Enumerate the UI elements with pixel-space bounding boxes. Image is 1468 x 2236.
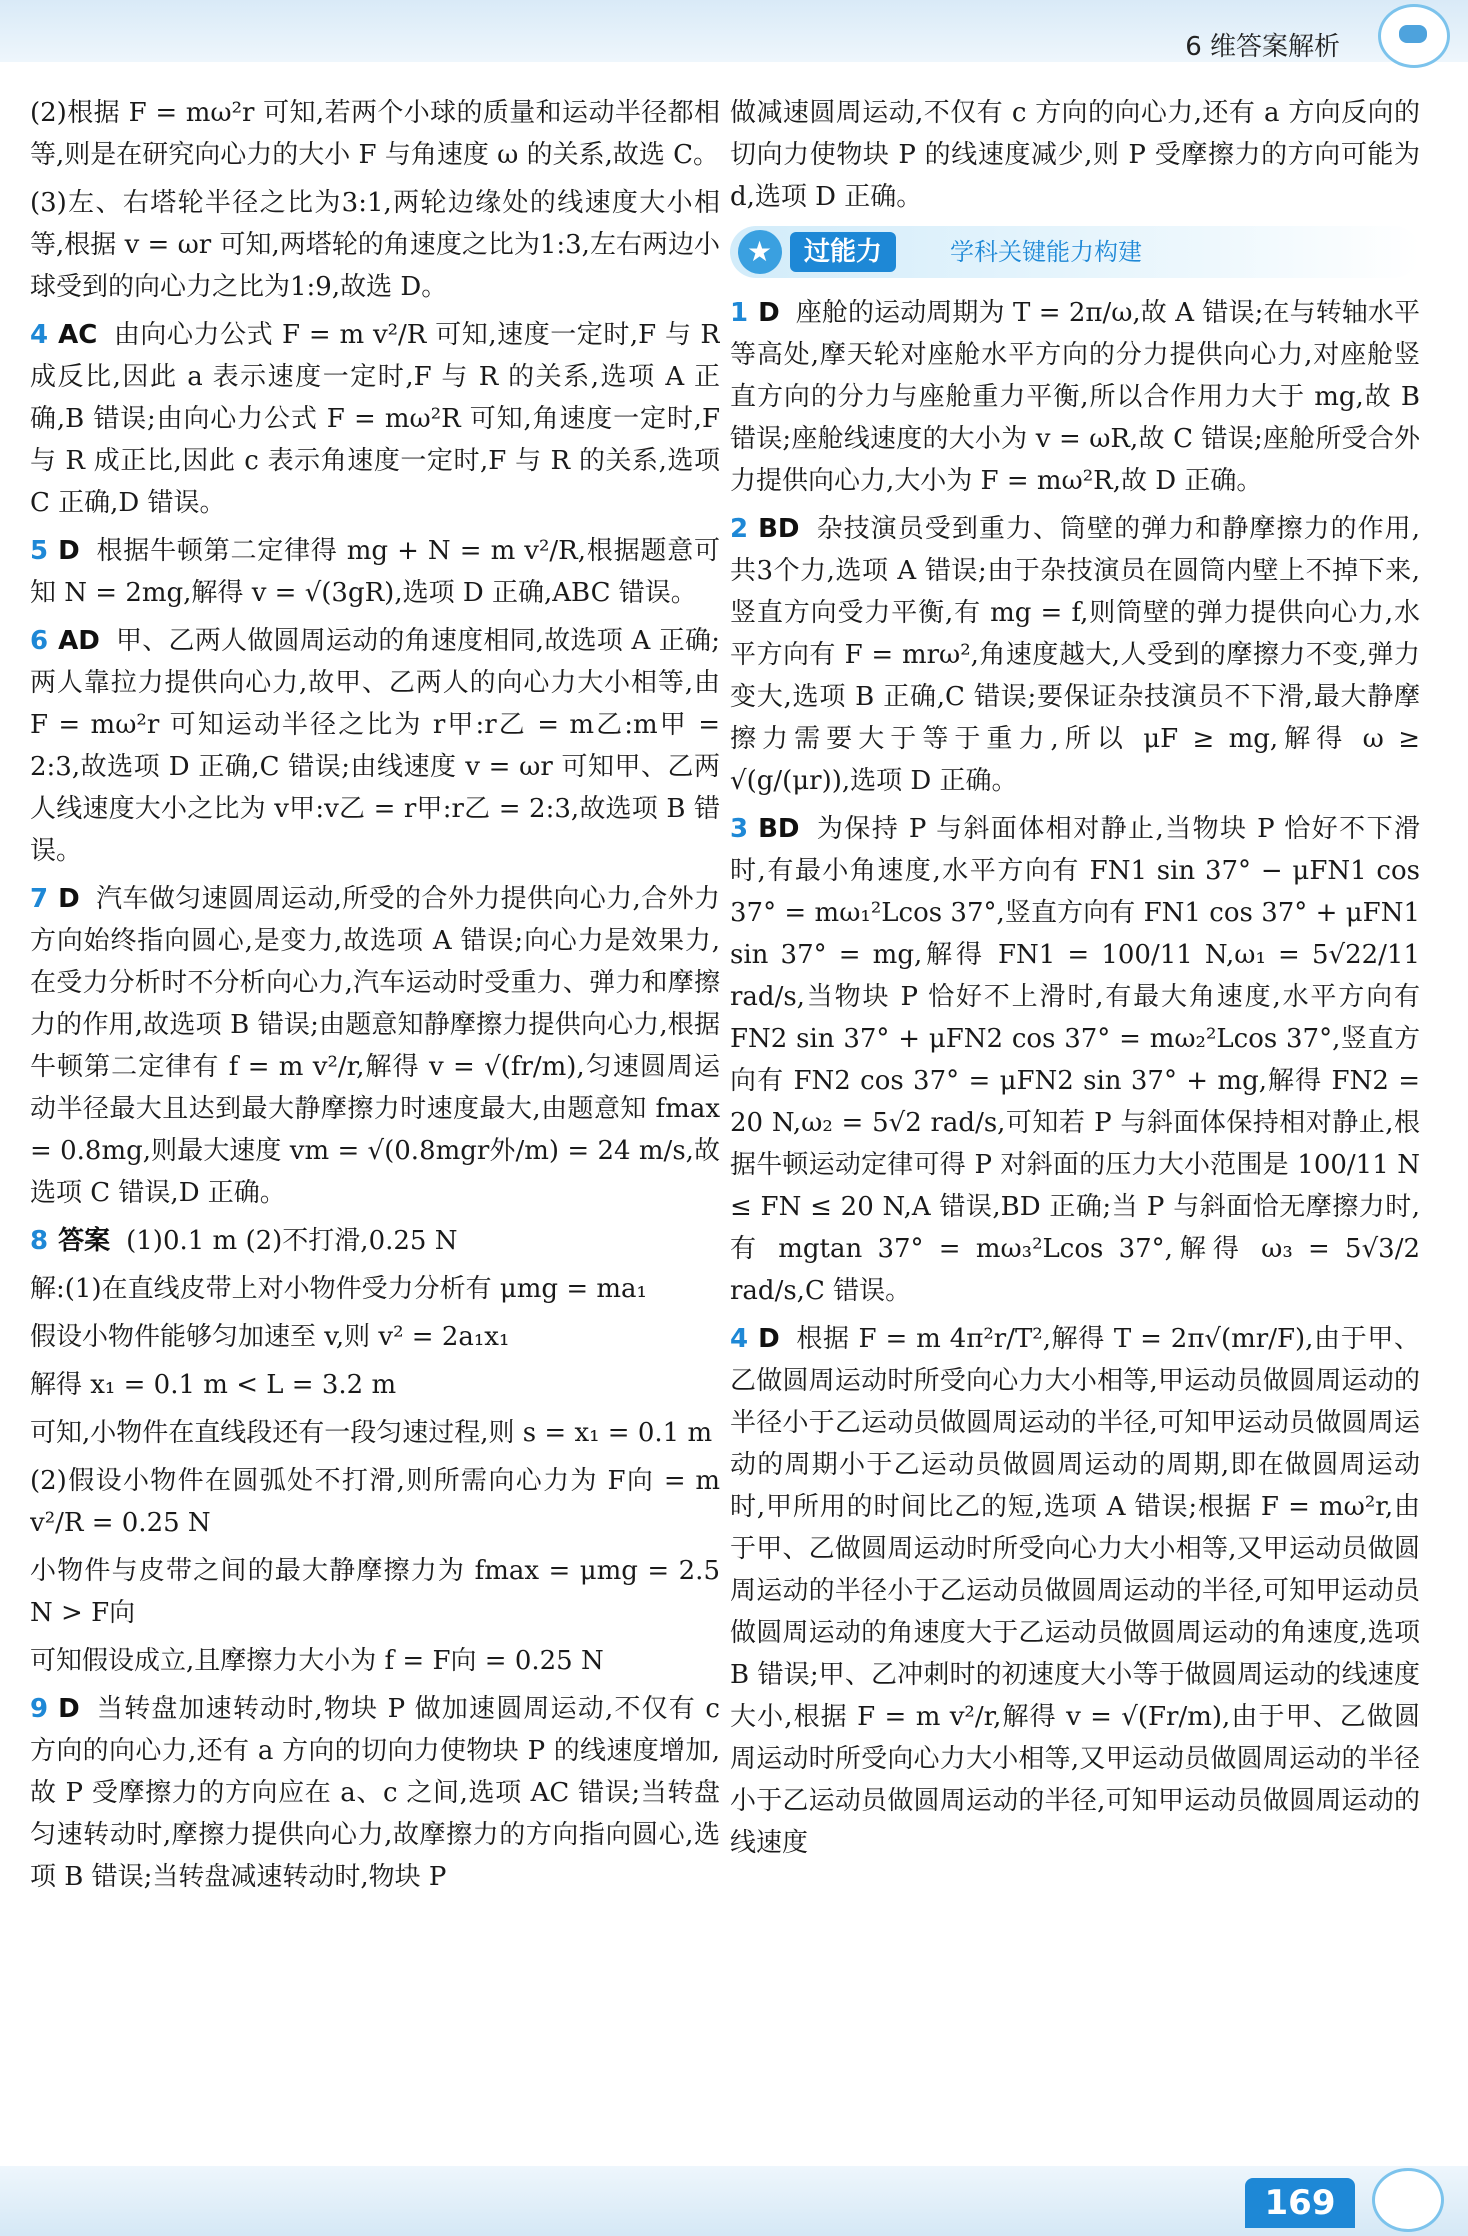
answer-paragraph [30, 1316, 720, 1358]
question-number: 1 [730, 298, 749, 328]
mascot-icon [1372, 2168, 1444, 2232]
right-column [730, 92, 1420, 2142]
right-answer-list [730, 292, 1420, 1864]
explanation-text: 由向心力公式 F = m v²/R 可知,速度一定时,F 与 R 成反比,因此 a 表示速度一定时,F 与 R 的关系,选项 A 正确,B 错误;由向心力公式 F = mω²R 可知,角速度一定时,F 与 R 成正比,因此 c 表示角速度一定时,F 与 R 的关系,选项 C 正确,D 错误。 [30, 320, 720, 518]
explanation-text: 当转盘加速转动时,物块 P 做加速圆周运动,不仅有 c 方向的向心力,还有 a 方向的切向力使物块 P 的线速度增加,故 P 受摩擦力的方向应在 a、c 之间,选项 AC 错误;当转盘匀速转动时,摩擦力提供向心力,故摩擦力的方向指向圆心,选项 B 错误;当转盘减速转动时,物块 P [30, 1694, 720, 1892]
answer-choice: AD [58, 626, 100, 656]
answer-choice: 答案 [58, 1226, 111, 1256]
page-number-box [1245, 2178, 1355, 2228]
explanation-text: 小物件与皮带之间的最大静摩擦力为 fmax = μmg = 2.5 N > F向 [30, 1556, 720, 1628]
answer-paragraph [30, 1412, 720, 1454]
answer-paragraph [30, 92, 720, 176]
section-subtitle: 学科关键能力构建 [950, 238, 1142, 266]
answer-choice: AC [58, 320, 98, 350]
explanation-text: 杂技演员受到重力、筒壁的弹力和静摩擦力的作用,共3个力,选项 A 错误;由于杂技演员在圆筒内壁上不掉下来,竖直方向受力平衡,有 mg = f,则筒壁的弹力提供向心力,水平方向有 F = mrω²,角速度越大,人受到的摩擦力不变,弹力变大,选项 B 正确,C 错误;要保证杂技演员不下滑,最大静摩擦力需要大于等于重力,所以 μF ≥ mg,解得 ω ≥ √(g/(μr)),选项 D 正确。 [730, 514, 1420, 796]
section-banner [730, 226, 1420, 278]
answer-choice: D [758, 1324, 780, 1354]
page-number: 169 [1264, 2183, 1336, 2223]
explanation-text: 解:(1)在直线皮带上对小物件受力分析有 μmg = ma₁ [30, 1274, 647, 1304]
mascot-icon [1378, 4, 1450, 68]
answer-paragraph [30, 1640, 720, 1682]
answer-choice: D [58, 536, 80, 566]
question-number: 5 [30, 536, 49, 566]
answer-paragraph [30, 1364, 720, 1406]
left-answer-list [30, 92, 720, 1898]
question-number: 7 [30, 884, 49, 914]
answer-paragraph [30, 314, 720, 524]
answer-paragraph [30, 878, 720, 1214]
answer-paragraph [30, 1688, 720, 1898]
question-number: 8 [30, 1226, 49, 1256]
star-icon [738, 230, 782, 274]
left-column [30, 92, 720, 2142]
answer-choice: BD [758, 814, 800, 844]
answer-paragraph [730, 1318, 1420, 1864]
explanation-text: 为保持 P 与斜面体相对静止,当物块 P 恰好不下滑时,有最小角速度,水平方向有 FN1 sin 37° − μFN1 cos 37° = mω₁²Lcos 37°,竖直方向有 FN1 cos 37° + μFN1 sin 37° = mg,解得 FN1 = 100/11 N,ω₁ = 5√22/11 rad/s,当物块 P 恰好不上滑时,有最大角速度,水平方向有 FN2 sin 37° + μFN2 cos 37° = mω₂²Lcos 37°,竖直方向有 FN2 cos 37° = μFN2 sin 37° + mg,解得 FN2 = 20 N,ω₂ = 5√2 rad/s,可知若 P 与斜面体保持相对静止,根据牛顿运动定律可得 P 对斜面的压力大小范围是 100/11 N ≤ FN ≤ 20 N,A 错误,BD 正确;当 P 与斜面恰无摩擦力时,有 mgtan 37° = mω₃²Lcos 37°,解得 ω₃ = 5√3/2 rad/s,C 错误。 [730, 814, 1420, 1306]
answer-paragraph [730, 508, 1420, 802]
answer-choice: D [758, 298, 780, 328]
question-number: 3 [730, 814, 749, 844]
explanation-text: 根据牛顿第二定律得 mg + N = m v²/R,根据题意可知 N = 2mg,解得 v = √(3gR),选项 D 正确,ABC 错误。 [30, 536, 720, 608]
answer-paragraph [30, 1268, 720, 1310]
answer-paragraph [30, 182, 720, 308]
explanation-text: 座舱的运动周期为 T = 2π/ω,故 A 错误;在与转轴水平等高处,摩天轮对座舱水平方向的分力提供向心力,对座舱竖直方向的分力与座舱重力平衡,所以合作用力大于 mg,故 B 错误;座舱线速度的大小为 v = ωR,故 C 错误;座舱所受合外力提供向心力,大小为 F = mω²R,故 D 正确。 [730, 298, 1420, 496]
explanation-text: (1)0.1 m (2)不打滑,0.25 N [126, 1226, 458, 1256]
explanation-text: 汽车做匀速圆周运动,所受的合外力提供向心力,合外力方向始终指向圆心,是变力,故选项 A 错误;向心力是效果力,在受力分析时不分析向心力,汽车运动时受重力、弹力和摩擦力的作用,故选项 B 错误;由题意知静摩擦力提供向心力,根据牛顿第二定律有 f = m v²/r,解得 v = √(fr/m),匀速圆周运动半径最大且达到最大静摩擦力时速度最大,由题意知 fmax = 0.8mg,则最大速度 vm = √(0.8mgr外/m) = 24 m/s,故选项 C 错误,D 正确。 [30, 884, 720, 1208]
explanation-text: 解得 x₁ = 0.1 m < L = 3.2 m [30, 1370, 397, 1400]
answer-paragraph [30, 1460, 720, 1544]
right-continued-answer [730, 92, 1420, 218]
question-number: 6 [30, 626, 49, 656]
explanation-text: 根据 F = m 4π²r/T²,解得 T = 2π√(mr/F),由于甲、乙做圆周运动时所受向心力大小相等,甲运动员做圆周运动的半径小于乙运动员做圆周运动的半径,可知甲运动员做圆周运动的周期小于乙运动员做圆周运动的周期,即在做圆周运动时,甲所用的时间比乙的短,选项 A 错误;根据 F = mω²r,由于甲、乙做圆周运动时所受向心力大小相等,又甲运动员做圆周运动的半径小于乙运动员做圆周运动的半径,可知甲运动员做圆周运动的角速度大于乙运动员做圆周运动的角速度,选项 B 错误;甲、乙冲刺时的初速度大小等于做圆周运动的线速度大小,根据 F = m v²/r,解得 v = √(Fr/m),由于甲、乙做圆周运动时所受向心力大小相等,又甲运动员做圆周运动的半径小于乙运动员做圆周运动的半径,可知甲运动员做圆周运动的线速度 [730, 1324, 1420, 1858]
question-number: 4 [730, 1324, 749, 1354]
answer-choice: D [58, 1694, 80, 1724]
answer-choice: D [58, 884, 80, 914]
explanation-text: (3)左、右塔轮半径之比为3:1,两轮边缘处的线速度大小相等,根据 v = ωr 可知,两塔轮的角速度之比为1:3,左右两边小球受到的向心力之比为1:9,故选 D。 [30, 188, 720, 302]
answer-paragraph [730, 292, 1420, 502]
answer-paragraph [30, 1220, 720, 1262]
answer-paragraph [30, 1550, 720, 1634]
explanation-text: 甲、乙两人做圆周运动的角速度相同,故选项 A 正确;两人靠拉力提供向心力,故甲、乙两人的向心力大小相等,由 F = mω²r 可知运动半径之比为 r甲:r乙 = m乙:m甲 = 2:3,故选项 D 正确,C 错误;由线速度 v = ωr 可知甲、乙两人线速度大小之比为 v甲:v乙 = r甲:r乙 = 2:3,故选项 B 错误。 [30, 626, 720, 866]
explanation-text: (2)假设小物件在圆弧处不打滑,则所需向心力为 F向 = m v²/R = 0.25 N [30, 1466, 720, 1538]
answer-paragraph [730, 92, 1420, 218]
question-number: 9 [30, 1694, 49, 1724]
answer-paragraph [730, 808, 1420, 1312]
explanation-text: 假设小物件能够匀加速至 v,则 v² = 2a₁x₁ [30, 1322, 510, 1352]
question-number: 4 [30, 320, 49, 350]
answer-paragraph [30, 530, 720, 614]
answer-choice: BD [758, 514, 800, 544]
explanation-text: 可知,小物件在直线段还有一段匀速过程,则 s = x₁ = 0.1 m [30, 1418, 713, 1448]
question-number: 2 [730, 514, 749, 544]
header-title: 6 维答案解析 [1185, 32, 1340, 62]
explanation-text: 可知假设成立,且摩擦力大小为 f = F向 = 0.25 N [30, 1646, 604, 1676]
answer-paragraph [30, 620, 720, 872]
section-tag: 过能力 [790, 232, 896, 272]
explanation-text: (2)根据 F = mω²r 可知,若两个小球的质量和运动半径都相等,则是在研究向心力的大小 F 与角速度 ω 的关系,故选 C。 [30, 98, 720, 170]
explanation-text: 做减速圆周运动,不仅有 c 方向的向心力,还有 a 方向反向的切向力使物块 P 的线速度减少,则 P 受摩擦力的方向可能为 d,选项 D 正确。 [730, 98, 1420, 212]
